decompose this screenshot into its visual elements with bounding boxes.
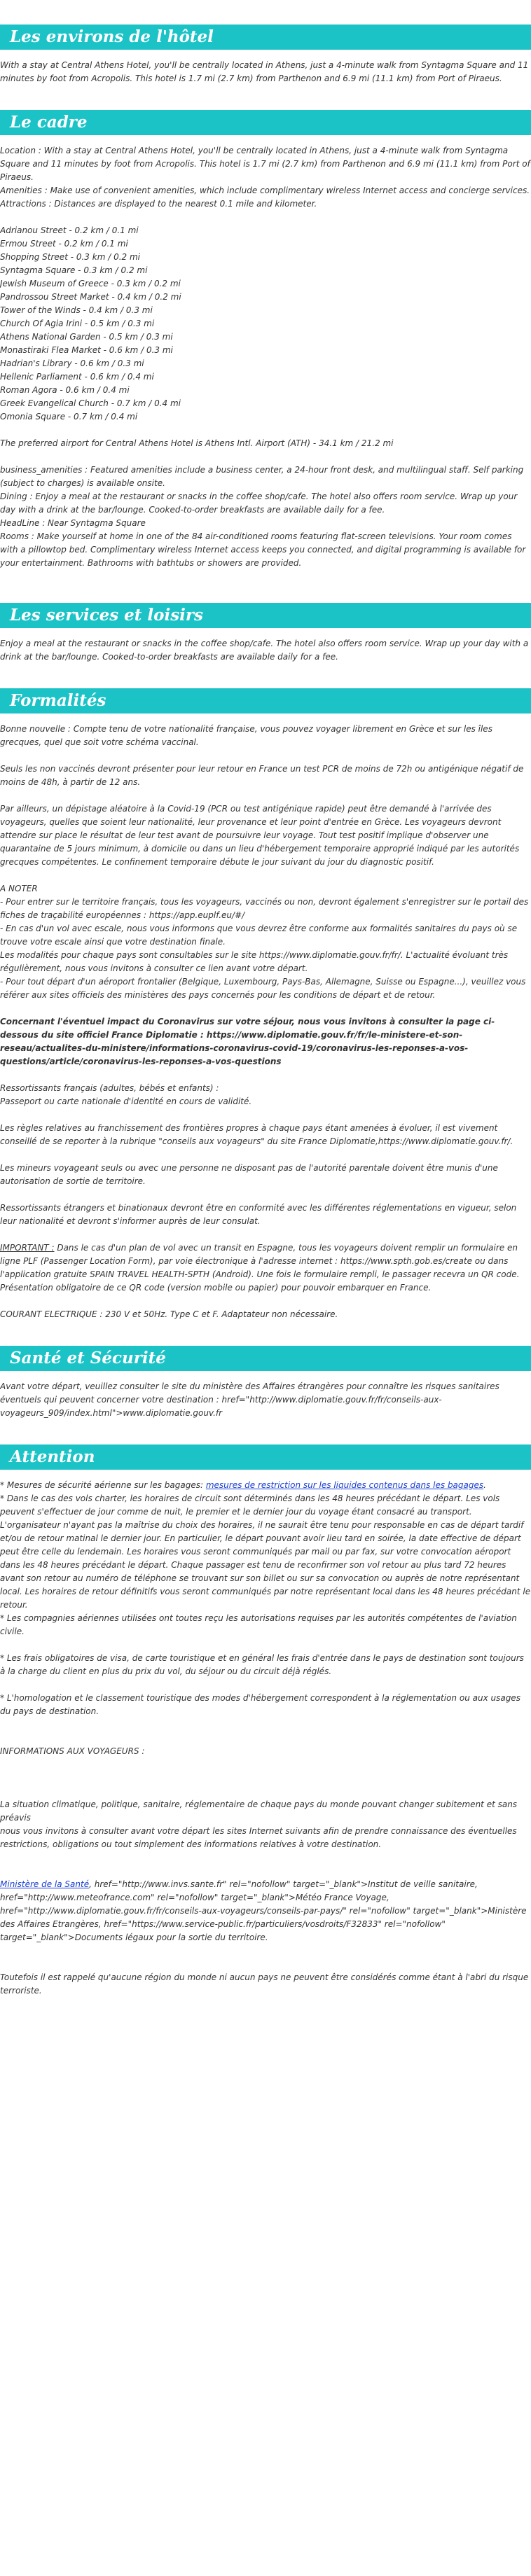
attention-info: INFORMATIONS AUX VOYAGEURS :	[0, 1746, 145, 1756]
section-title-formalites: Formalités	[0, 688, 531, 713]
liquids-restriction-link[interactable]: mesures de restriction sur les liquides contenus dans les bagages	[205, 1480, 484, 1490]
distance-item: Shopping Street - 0.3 km / 0.2 mi	[0, 252, 140, 262]
distance-item: Monastiraki Flea Market - 0.6 km / 0.3 mi	[0, 345, 173, 355]
distance-item: Roman Agora - 0.6 km / 0.4 mi	[0, 385, 130, 395]
cadre-headline: HeadLine : Near Syntagma Square	[0, 518, 146, 528]
cadre-location: Location : With a stay at Central Athens Hotel, you'll be centrally located in Athens, just a 4-minute walk from Syntagma Square and 11 minutes by foot from Acropolis. This hotel is 1.7 mi (2.7 km) from Parthenon and 6.9 mi (11.1 km) from Port of Piraeus.	[0, 146, 530, 182]
formalites-r2: Passeport ou carte nationale d'identité en cours de validité.	[0, 1096, 252, 1106]
attention-final: Toutefois il est rappelé qu'aucune région du monde ni aucun pays ne peuvent être considérés comme étant à l'abri du risque terroriste.	[0, 1972, 529, 1996]
section-title-sante: Santé et Sécurité	[0, 1346, 531, 1371]
formalites-n1: - Pour entrer sur le territoire français, tous les voyageurs, vaccinés ou non, devront également s'enregistrer sur le portail des fiches de traçabilité européennes : https://app.euplf.eu/#/	[0, 897, 529, 920]
a1-pre: * Mesures de sécurité aérienne sur les bagages:	[0, 1480, 206, 1490]
distance-item: Church Of Agia Irini - 0.5 km / 0.3 mi	[0, 319, 155, 328]
distance-item: Hadrian's Library - 0.6 km / 0.3 mi	[0, 358, 144, 368]
attention-a4: * Les frais obligatoires de visa, de carte touristique et en général les frais d'entrée dans le pays de destination sont toujours à la charge du client en plus du prix du vol, du séjour ou du circuit déjà réglés.	[0, 1653, 524, 1676]
section-title-environs: Les environs de l'hôtel	[0, 25, 531, 50]
formalites-p3: Par ailleurs, un dépistage aléatoire à la Covid-19 (PCR ou test antigénique rapide) peut être demandé à l'arrivée des voyageurs, quelles que soient leur nationalité, leur provenance et leur point d'entrée en Grèce. Les voyageurs devront attendre sur place le résultat de leur test avant de poursuivre leur voyage. Tout test positif implique d'observer une quarantaine de 5 jours minimum, à domicile ou dans un lieu d'hébergement temporaire approprié indiqué par les autorités grecques compétentes. Le confinement temporaire débute le jour suivant du jour du diagnostic positif.	[0, 804, 520, 867]
cadre-business: business_amenities : Featured amenities include a business center, a 24-hour front desk, and multilingual staff. Self parking (subject to charges) is available onsite.	[0, 465, 524, 488]
services-text: Enjoy a meal at the restaurant or snacks in the coffee shop/cafe. The hotel also offers room service. Wrap up your day with a drink at the bar/lounge. Cooked-to-order breakfasts are available daily for a fee.	[0, 639, 529, 662]
formalites-courant: COURANT ELECTRIQUE : 230 V et 50Hz. Type C et F. Adaptateur non nécessaire.	[0, 1309, 338, 1319]
ministere-sante-link[interactable]: Ministère de la Santé	[0, 1879, 90, 1889]
distance-list	[0, 224, 531, 424]
section-title-attention: Attention	[0, 1444, 531, 1470]
formalites-r5: Ressortissants étrangers et binationaux devront être en conformité avec les différentes réglementations en vigueur, selon leur nationalité et devront s'informer auprès de leur consulat.	[0, 1203, 517, 1226]
formalites-p2: Seuls les non vaccinés devront présenter pour leur retour en France un test PCR de moins de 72h ou antigénique négatif de moins de 48h, à partir de 12 ans.	[0, 764, 524, 787]
formalites-anoter: A NOTER	[0, 884, 38, 893]
formalites-n3: Les modalités pour chaque pays sont consultables sur le site https://www.diplomatie.gouv.fr/fr/. L'actualité évoluant très régulièrement, nous vous invitons à consulter ce lien avant votre départ.	[0, 950, 509, 973]
a1-post: .	[483, 1480, 486, 1490]
formalites-p1: Bonne nouvelle : Compte tenu de votre nationalité française, vous pouvez voyager librement en Grèce et sur les îles grecques, quel que soit votre schéma vaccinal.	[0, 724, 492, 747]
distance-item: Athens National Garden - 0.5 km / 0.3 mi	[0, 332, 173, 342]
distance-item: Omonia Square - 0.7 km / 0.4 mi	[0, 412, 138, 422]
important-text: Dans le cas d'un plan de vol avec un transit en Espagne, tous les voyageurs doivent remplir un formulaire en ligne PLF (Passenger Location Form), par voie électronique à l'adresse internet : https://www.spth.gob.es/create ou dans l'application gratuite SPAIN TRAVEL HEALTH-SPTH (Android). Une fois le formulaire rempli, le passager recevra un QR code. Présentation obligatoire de ce QR code (version mobile ou papier) pour pouvoir embarquer en France.	[0, 1243, 520, 1293]
distance-item: Adrianou Street - 0.2 km / 0.1 mi	[0, 225, 139, 235]
distance-item: Syntagma Square - 0.3 km / 0.2 mi	[0, 265, 148, 275]
environs-text: With a stay at Central Athens Hotel, you'll be centrally located in Athens, just a 4-minute walk from Syntagma Square and 11 minutes by foot from Acropolis. This hotel is 1.7 mi (2.7 km) from Parthenon and 6.9 mi (11.1 km) from Port of Piraeus.	[0, 60, 529, 83]
cadre-amenities: Amenities : Make use of convenient amenities, which include complimentary wireless Internet access and concierge services.	[0, 186, 530, 195]
cadre-airport: The preferred airport for Central Athens Hotel is Athens Intl. Airport (ATH) - 34.1 km / 21.2 mi	[0, 438, 394, 448]
formalites-r1: Ressortissants français (adultes, bébés et enfants) :	[0, 1083, 219, 1093]
important-label: IMPORTANT :	[0, 1243, 55, 1253]
attention-a2: * Dans le cas des vols charter, les horaires de circuit sont déterminés dans les 48 heures précédant le départ. Les vols peuvent s'effectuer de jour comme de nuit, le premier et le dernier jour du voyage étant consacré au transport. L'organisateur n'ayant pas la maîtrise du choix des horaires, il ne saurait être tenu pour responsable en cas de départ tardif et/ou de retour matinal le dernier jour. En particulier, le départ pouvant avoir lieu tard en soirée, la date effective de départ peut être celle du lendemain. Les horaires vous seront communiqués par mail ou par fax, sur votre convocation aéroport dans les 48 heures précédant le départ. Chaque passager est tenu de reconfirmer son vol retour au plus tard 72 heures avant son retour au numéro de téléphone se trouvant sur son billet ou sur sa convocation ou auprès de notre représentant local. Les horaires de retour définitifs vous seront communiqués par notre représentant local dans les 48 heures précédant le retour.	[0, 1494, 531, 1610]
cadre-rooms: Rooms : Make yourself at home in one of the 84 air-conditioned rooms featuring flat-screen televisions. Your room comes with a pillowtop bed. Complimentary wireless Internet access keeps you connected, and digital programming is available for your entertainment. Bathrooms with bathtubs or showers are provided.	[0, 531, 526, 568]
distance-item: Hellenic Parliament - 0.6 km / 0.4 mi	[0, 372, 154, 382]
distance-item: Ermou Street - 0.2 km / 0.1 mi	[0, 239, 128, 249]
attention-a3: * Les compagnies aériennes utilisées ont toutes reçu les autorisations requises par les autorités compétentes de l'aviation civile.	[0, 1613, 517, 1636]
formalites-r3: Les règles relatives au franchissement des frontières propres à chaque pays étant amenées à évoluer, il est vivement conseillé de se reporter à la rubrique "conseils aux voyageurs" du site France Diplomatie,https://www.diplomatie.gouv.fr/.	[0, 1123, 513, 1146]
formalites-n4: - Pour tout départ d'un aéroport frontalier (Belgique, Luxembourg, Pays-Bas, Allemagne, Suisse ou Espagne...), veuillez vous référer aux sites officiels des ministères des pays concernés pour les conditions de départ et de retour.	[0, 977, 526, 1000]
attention-s1: La situation climatique, politique, sanitaire, réglementaire de chaque pays du monde pouvant changer subitement et sans préavis	[0, 1799, 518, 1823]
attention-a5: * L'homologation et le classement touristique des modes d'hébergement correspondent à la réglementation ou aux usages du pays de destination.	[0, 1693, 520, 1716]
links-text: , href="http://www.invs.sante.fr" rel="nofollow" target="_blank">Institut de veille sanitaire, href="http://www.meteofrance.com" rel="nofollow" target="_blank">Météo France Voyage, href="http://www.diplomatie.gouv.fr/fr/conseils-aux-voyageurs/conseils-par-pays/" rel="nofollow" target="_blank">Ministère des Affaires Etrangères, href="https://www.service-public.fr/particuliers/vosdroits/F32833" rel="nofollow" target="_blank">Documents légaux pour la sortie du territoire.	[0, 1879, 527, 1942]
formalites-r4: Les mineurs voyageant seuls ou avec une personne ne disposant pas de l'autorité parentale doivent être munis d'une autorisation de sortie de territoire.	[0, 1163, 498, 1186]
attention-links	[0, 1878, 531, 1944]
formalites-coronavirus: Concernant l'éventuel impact du Coronavirus sur votre séjour, nous vous invitons à consulter la page ci-dessous du site officiel France Diplomatie : https://www.diplomatie.gouv.fr/fr/le-ministere-et-son-reseau/actualites-du-ministere/informations-coronavirus-covid-19/coronavirus-les-reponses-a-vos-questions/article/coronavirus-les-reponses-a-vos-questions	[0, 1017, 495, 1066]
distance-item: Tower of the Winds - 0.4 km / 0.3 mi	[0, 305, 153, 315]
cadre-dining: Dining : Enjoy a meal at the restaurant or snacks in the coffee shop/cafe. The hotel also offers room service. Wrap up your day with a drink at the bar/lounge. Cooked-to-order breakfasts are available daily for a fee.	[0, 492, 518, 515]
sante-text: Avant votre départ, veuillez consulter le site du ministère des Affaires étrangères pour connaître les risques sanitaires éventuels qui peuvent concerner votre destination : href="http://www.diplomatie.gouv.fr/fr/conseils-aux-voyageurs_909/index.html">www.diplomatie.gouv.fr	[0, 1381, 499, 1418]
attention-a1	[0, 1479, 531, 1492]
cadre-attractions: Attractions : Distances are displayed to the nearest 0.1 mile and kilometer.	[0, 199, 317, 209]
formalites-important	[0, 1241, 531, 1295]
section-title-cadre: Le cadre	[0, 110, 531, 135]
distance-item: Greek Evangelical Church - 0.7 km / 0.4 mi	[0, 398, 181, 408]
section-title-services: Les services et loisirs	[0, 603, 531, 628]
attention-s2: nous vous invitons à consulter avant votre départ les sites Internet suivants afin de prendre connaissance des éventuelles restrictions, obligations ou tout simplement des informations relatives à votre destination.	[0, 1826, 517, 1849]
formalites-n2: - En cas d'un vol avec escale, nous vous informons que vous devrez être conforme aux formalités sanitaires du pays où se trouve votre escale ainsi que votre destination finale.	[0, 924, 518, 947]
distance-item: Jewish Museum of Greece - 0.3 km / 0.2 mi	[0, 279, 181, 288]
distance-item: Pandrossou Street Market - 0.4 km / 0.2 mi	[0, 292, 181, 302]
